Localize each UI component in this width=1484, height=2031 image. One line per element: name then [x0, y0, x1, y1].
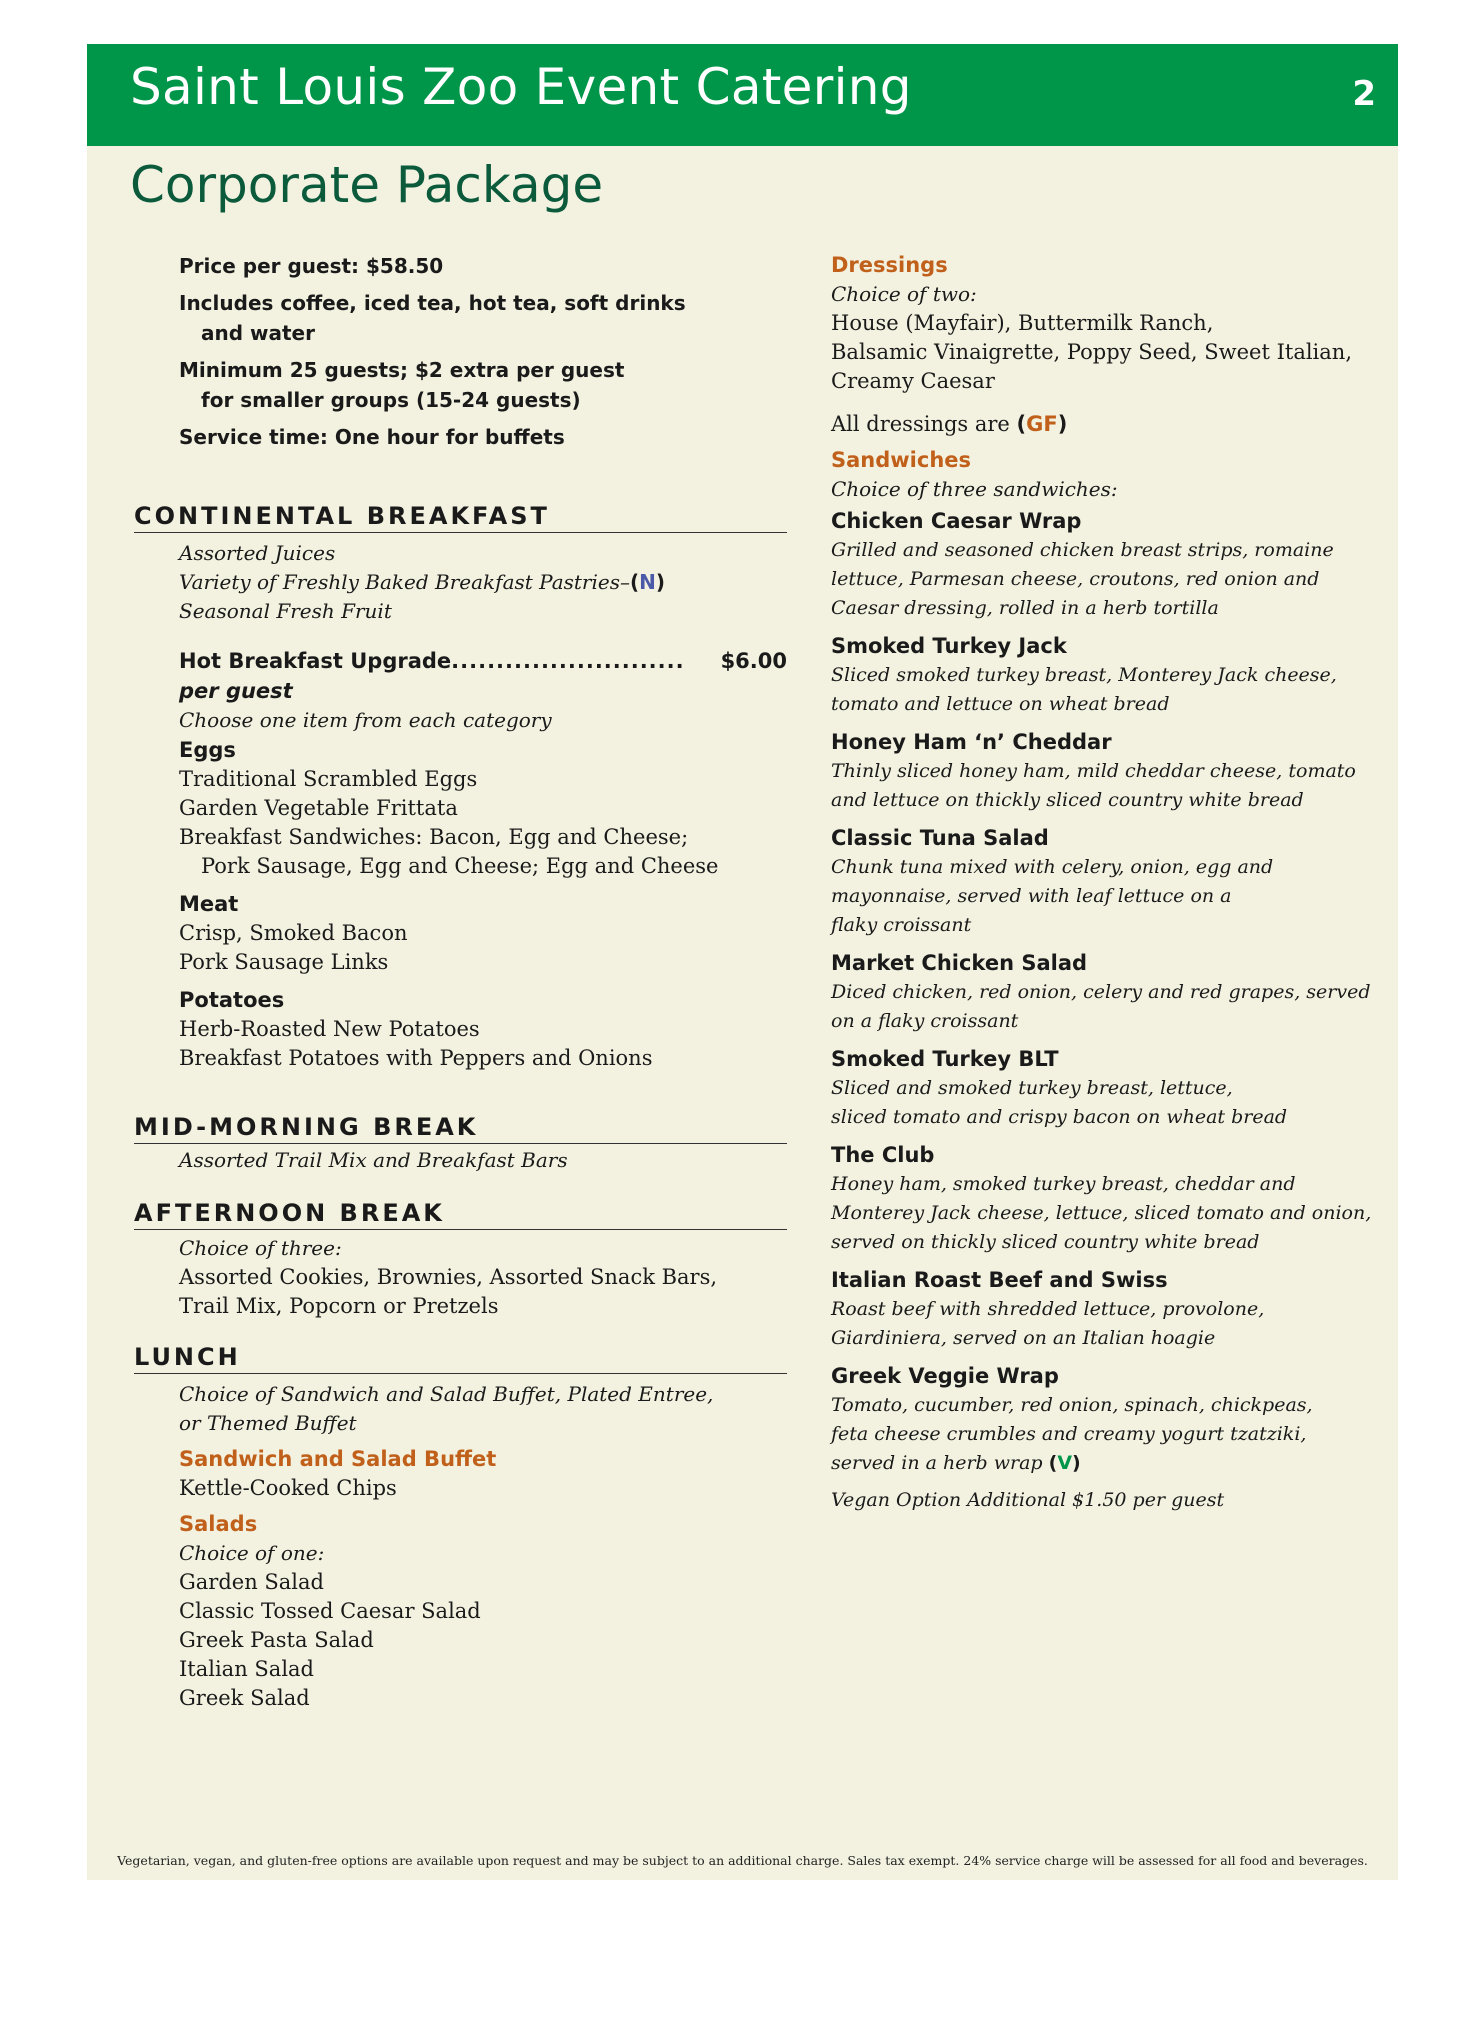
list-item: Italian Salad: [179, 1657, 314, 1681]
list-item: Pork Sausage, Egg and Cheese; Egg and Cheese: [201, 854, 719, 878]
vegan-note: Vegan Option Additional $1.50 per guest: [831, 1489, 1225, 1511]
mid-morning-heading: MID-MORNING BREAK: [134, 1113, 787, 1144]
minimum-line-1: Minimum 25 guests; $2 extra per guest: [179, 358, 625, 382]
list-item: Herb-Roasted New Potatoes: [179, 1017, 480, 1041]
salads-note: Choice of one:: [179, 1541, 325, 1565]
includes-line-1: Includes coffee, iced tea, hot tea, soft drinks: [179, 291, 686, 315]
dressings-all-text: All dressings are: [831, 412, 1017, 436]
sandwiches-note: Choice of three sandwiches:: [831, 477, 1118, 501]
list-item: [179, 568, 787, 597]
sandwich-list: [831, 506, 1391, 1515]
lunch-note-2: or Themed Buffet: [179, 1411, 357, 1435]
right-column: [831, 250, 1391, 2030]
upgrade-dots: ..........................: [451, 649, 685, 673]
upgrade-label: Hot Breakfast Upgrade: [179, 649, 452, 673]
sandwich-desc-line: served on thickly sliced country white bread: [831, 1231, 1260, 1253]
buffet-title: Sandwich and Salad Buffet: [179, 1447, 497, 1471]
upgrade-per: per guest: [179, 679, 293, 703]
left-column: [134, 251, 787, 2031]
sandwich-desc-line: Honey ham, smoked turkey breast, cheddar and: [831, 1173, 1296, 1195]
vegetarian-tag: (V): [1048, 1452, 1081, 1474]
upgrade-note: Choose one item from each category: [179, 708, 552, 732]
minimum-info: [134, 355, 787, 415]
sandwich-item: [831, 823, 1391, 940]
list-item: Crisp, Smoked Bacon: [179, 921, 408, 945]
sandwich-desc-line: Chunk tuna mixed with celery, onion, egg and: [831, 856, 1274, 878]
list-item: Greek Salad: [179, 1686, 310, 1710]
continental-heading: CONTINENTAL BREAKFAST: [134, 502, 787, 533]
list-item: Creamy Caesar: [831, 369, 995, 393]
includes-info: [134, 288, 787, 348]
meat-title: Meat: [179, 892, 239, 916]
sandwich-desc-line: Tomato, cucumber, red onion, spinach, chickpeas,: [831, 1394, 1313, 1416]
lunch-items: [134, 1380, 787, 1713]
afternoon-items: [134, 1234, 787, 1321]
sandwich-desc-line: mayonnaise, served with leaf lettuce on a: [831, 885, 1232, 907]
sandwich-name: Smoked Turkey BLT: [831, 1047, 1059, 1071]
minimum-line-2: for smaller groups (15-24 guests): [201, 388, 581, 412]
banner-title: Saint Louis Zoo Event Catering: [130, 58, 912, 116]
sandwich-item: [831, 506, 1391, 623]
salads-title: Salads: [179, 1512, 258, 1536]
continental-items: [134, 539, 787, 1073]
sandwich-item: [831, 727, 1391, 815]
sandwich-desc-line: Roast beef with shredded lettuce, provolone,: [831, 1298, 1265, 1320]
sandwich-item: [831, 1140, 1391, 1257]
sandwich-item: [831, 1044, 1391, 1132]
sandwich-desc-line: Sliced smoked turkey breast, Monterey Jack cheese,: [831, 664, 1337, 686]
eggs-title: Eggs: [179, 738, 236, 762]
sandwich-desc-line: lettuce, Parmesan cheese, croutons, red onion and: [831, 568, 1320, 590]
sandwich-desc-line: on a flaky croissant: [831, 1010, 1019, 1032]
sandwich-desc-line: Monterey Jack cheese, lettuce, sliced tomato and onion,: [831, 1202, 1372, 1224]
nut-tag: (N): [630, 570, 666, 594]
sandwich-desc-line: Diced chicken, red onion, celery and red grapes, served: [831, 981, 1371, 1003]
dressings-note: Choice of two:: [831, 282, 977, 306]
header-banner: [87, 44, 1398, 146]
sandwich-desc-line: tomato and lettuce on wheat bread: [831, 693, 1170, 715]
nut-tag-letter: N: [639, 570, 656, 594]
sandwich-desc-line: Caesar dressing, rolled in a herb tortilla: [831, 597, 1219, 619]
list-item: House (Mayfair), Buttermilk Ranch,: [831, 311, 1214, 335]
upgrade-price: $6.00: [720, 649, 787, 673]
sandwich-desc-line: and lettuce on thickly sliced country white bread: [831, 789, 1304, 811]
menu-page: [87, 44, 1398, 1880]
sandwich-name: Greek Veggie Wrap: [831, 1364, 1059, 1388]
list-item: Assorted Cookies, Brownies, Assorted Snack Bars,: [179, 1265, 718, 1289]
package-title: Corporate Package: [130, 156, 604, 214]
sandwich-name: Honey Ham ‘n’ Cheddar: [831, 730, 1112, 754]
list-item: Assorted Juices: [179, 541, 336, 565]
sandwiches-title: Sandwiches: [831, 448, 972, 472]
price-info: Price per guest: $58.50: [179, 254, 444, 278]
sandwich-name: The Club: [831, 1143, 935, 1167]
list-item: Seasonal Fresh Fruit: [179, 599, 392, 623]
sandwich-desc-line: sliced tomato and crispy bacon on wheat bread: [831, 1106, 1288, 1128]
afternoon-heading: AFTERNOON BREAK: [134, 1199, 787, 1230]
list-item: Breakfast Potatoes with Peppers and Onions: [179, 1046, 653, 1070]
sandwich-item: [831, 948, 1391, 1036]
list-item: Traditional Scrambled Eggs: [179, 767, 478, 791]
sandwich-name: Chicken Caesar Wrap: [831, 509, 1082, 533]
afternoon-note: Choice of three:: [179, 1236, 342, 1260]
mid-morning-item: Assorted Trail Mix and Breakfast Bars: [179, 1148, 568, 1172]
sandwich-item: [831, 631, 1391, 719]
sandwich-desc-line: flaky croissant: [831, 914, 972, 936]
veggie-desc-end: served in a herb wrap: [831, 1452, 1049, 1474]
sandwich-name: Smoked Turkey Jack: [831, 634, 1067, 658]
sandwich-name: Market Chicken Salad: [831, 951, 1088, 975]
dressings-gf-line: [831, 410, 1391, 439]
potatoes-title: Potatoes: [179, 988, 285, 1012]
chips-item: Kettle-Cooked Chips: [179, 1476, 397, 1500]
lunch-note-1: Choice of Sandwich and Salad Buffet, Plated Entree,: [179, 1382, 714, 1406]
sandwich-desc-line: Giardiniera, served on an Italian hoagie: [831, 1327, 1216, 1349]
sandwich-desc-line: [831, 1449, 1391, 1478]
list-item: Breakfast Sandwiches: Bacon, Egg and Cheese;: [179, 825, 689, 849]
gf-tag-letter: GF: [1026, 412, 1058, 436]
upgrade-row: [179, 646, 787, 676]
list-item: Garden Salad: [179, 1570, 324, 1594]
list-item: Classic Tossed Caesar Salad: [179, 1599, 481, 1623]
dressings-title: Dressings: [831, 253, 948, 277]
footer-note: Vegetarian, vegan, and gluten-free options are available upon request and may be subject to an additional charge. Sales tax exempt. 24% service charge will be assessed for all food and beverages.: [117, 1853, 1368, 1868]
sandwich-desc-line: feta cheese crumbles and creamy yogurt tzatziki,: [831, 1423, 1307, 1445]
pastries-text: Variety of Freshly Baked Breakfast Pastries–: [179, 570, 630, 594]
gluten-free-tag: (GF): [1016, 412, 1068, 436]
lunch-heading: LUNCH: [134, 1343, 787, 1374]
list-item: Balsamic Vinaigrette, Poppy Seed, Sweet Italian,: [831, 340, 1352, 364]
sandwich-item: [831, 1265, 1391, 1353]
list-item: Garden Vegetable Frittata: [179, 796, 458, 820]
sandwich-desc-line: Sliced and smoked turkey breast, lettuce,: [831, 1077, 1233, 1099]
list-item: Trail Mix, Popcorn or Pretzels: [179, 1294, 499, 1318]
sandwich-desc-line: Thinly sliced honey ham, mild cheddar cheese, tomato: [831, 760, 1356, 782]
includes-line-2: and water: [201, 321, 315, 345]
sandwich-name: Classic Tuna Salad: [831, 826, 1049, 850]
sandwich-desc-line: Grilled and seasoned chicken breast strips, romaine: [831, 539, 1334, 561]
sandwich-name: Italian Roast Beef and Swiss: [831, 1268, 1168, 1292]
sandwich-item: [831, 1361, 1391, 1478]
v-tag-letter: V: [1057, 1452, 1073, 1474]
list-item: Pork Sausage Links: [179, 950, 389, 974]
service-info: Service time: One hour for buffets: [179, 425, 565, 449]
list-item: Greek Pasta Salad: [179, 1628, 374, 1652]
page-number: 2: [1352, 74, 1376, 114]
